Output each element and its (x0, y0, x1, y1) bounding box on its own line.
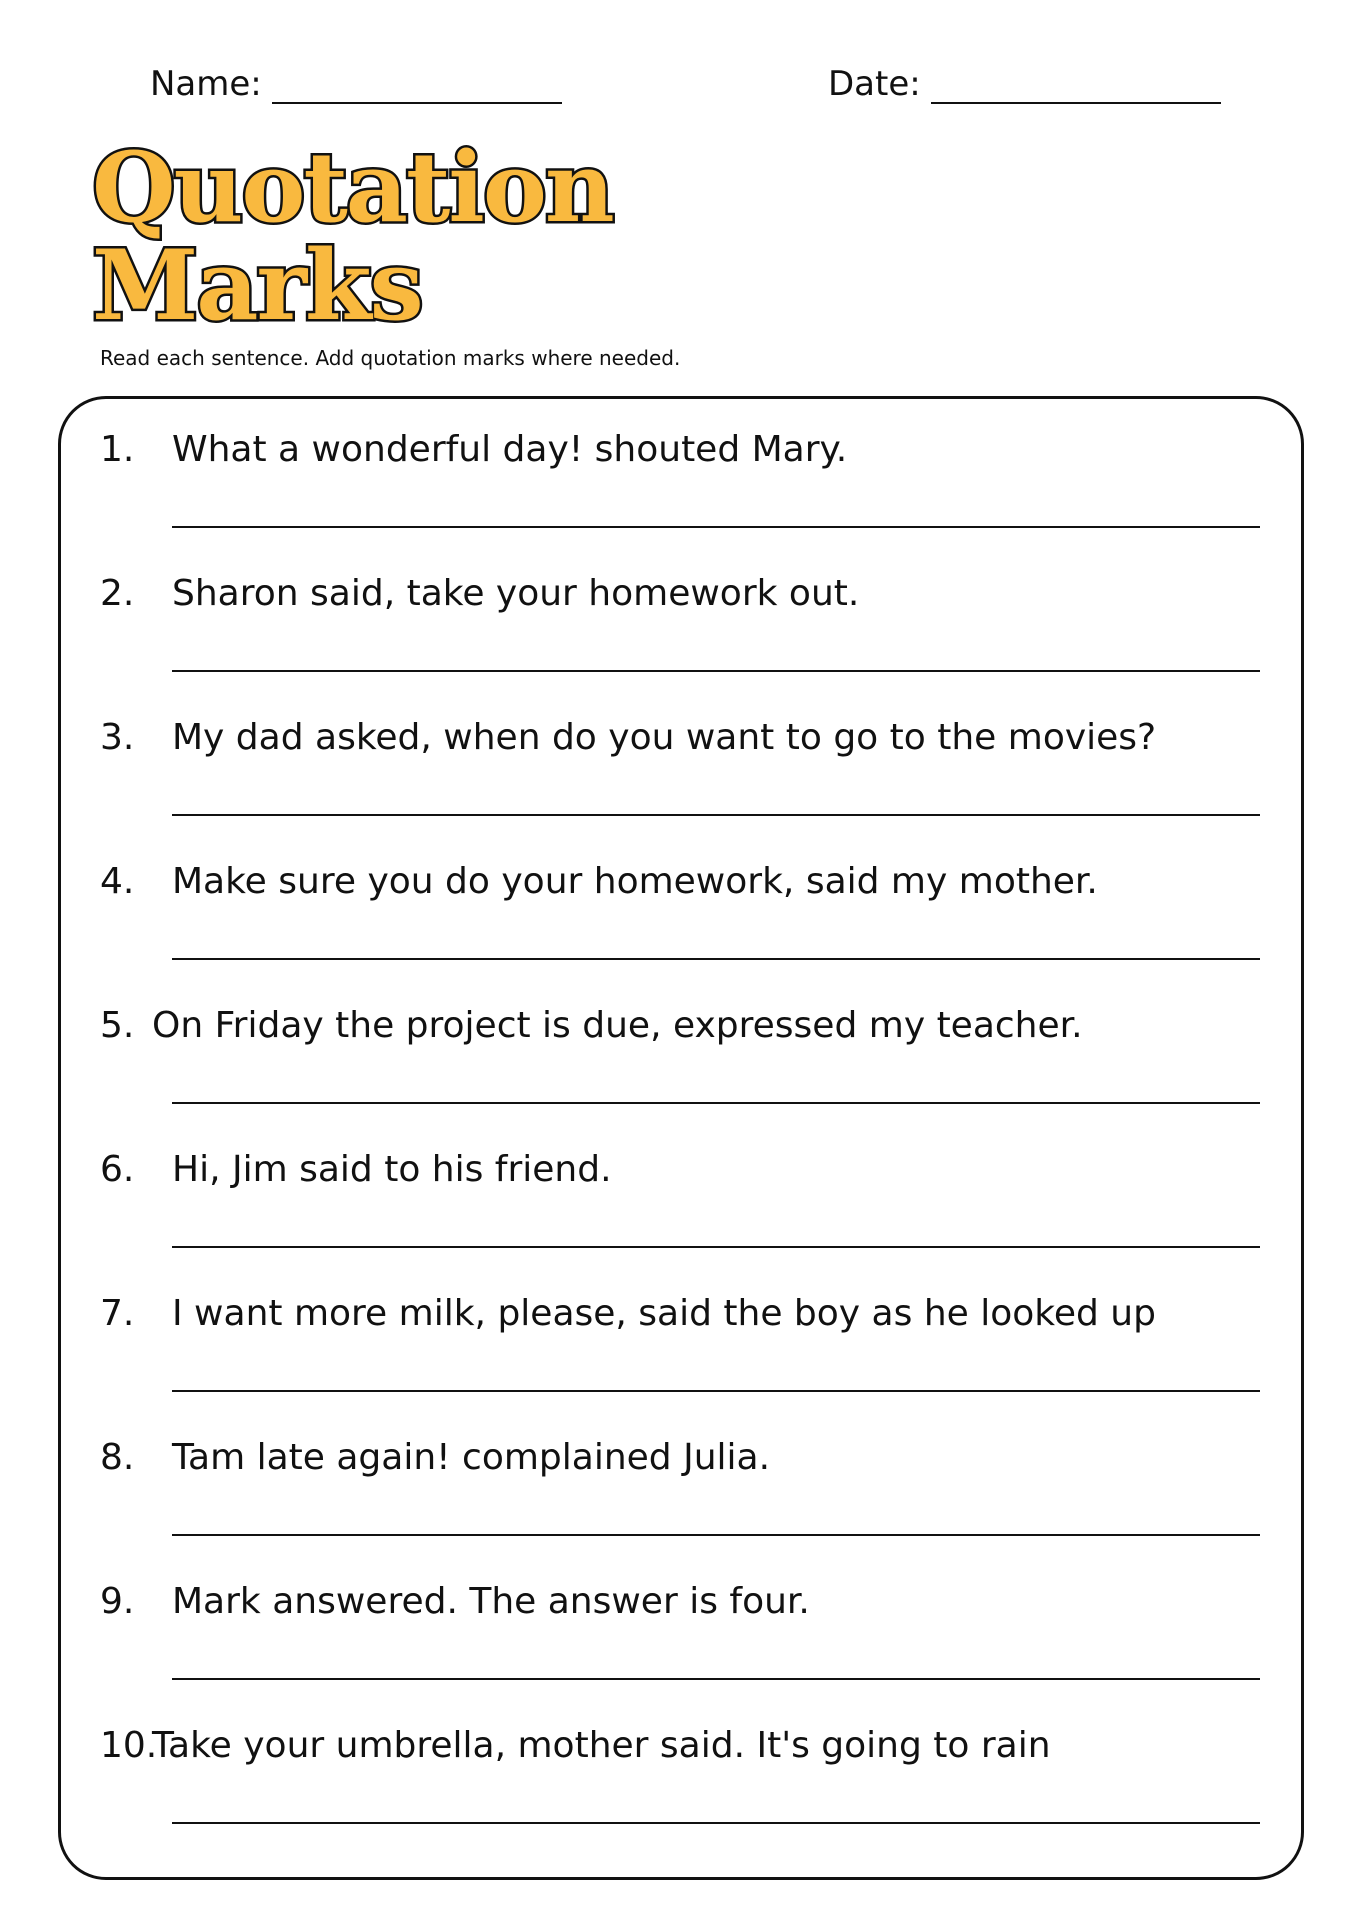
name-label: Name: (150, 64, 262, 104)
answer-line[interactable] (172, 958, 1260, 960)
page-title-line-1: Quotation (92, 131, 613, 244)
item-number: 10. (100, 1725, 158, 1766)
answer-line[interactable] (172, 1822, 1260, 1824)
exercise-item-4 (100, 860, 1260, 1004)
answer-line[interactable] (172, 814, 1260, 816)
item-sentence: Take your umbrella, mother said. It's going to rain (152, 1725, 1051, 1766)
exercise-item-6 (100, 1148, 1260, 1292)
date-field (828, 64, 1221, 104)
item-sentence: I want more milk, please, said the boy as he looked up (172, 1293, 1156, 1334)
exercise-item-8 (100, 1436, 1260, 1580)
answer-line[interactable] (172, 1102, 1260, 1104)
item-number: 9. (100, 1581, 135, 1622)
page-title-line-2: Marks (92, 229, 422, 342)
answer-line[interactable] (172, 1678, 1260, 1680)
item-sentence: Hi, Jim said to his friend. (172, 1149, 612, 1190)
answer-line[interactable] (172, 670, 1260, 672)
date-blank-line[interactable] (931, 68, 1221, 104)
exercise-item-2 (100, 572, 1260, 716)
answer-line[interactable] (172, 1390, 1260, 1392)
item-number: 6. (100, 1149, 135, 1190)
answer-line[interactable] (172, 1534, 1260, 1536)
answer-line[interactable] (172, 1246, 1260, 1248)
exercise-item-3 (100, 716, 1260, 860)
item-number: 8. (100, 1437, 135, 1478)
instructions: Read each sentence. Add quotation marks where needed. (100, 346, 681, 370)
item-sentence: Mark answered. The answer is four. (172, 1581, 810, 1622)
name-blank-line[interactable] (272, 68, 562, 104)
item-number: 4. (100, 861, 135, 902)
item-sentence: On Friday the project is due, expressed my teacher. (152, 1005, 1083, 1046)
item-number: 5. (100, 1005, 135, 1046)
item-sentence: Tam late again! complained Julia. (172, 1437, 771, 1478)
item-sentence: My dad asked, when do you want to go to the movies? (172, 717, 1157, 758)
item-number: 2. (100, 573, 135, 614)
exercise-item-1 (100, 428, 1260, 572)
item-sentence: Make sure you do your homework, said my mother. (172, 861, 1098, 902)
item-number: 3. (100, 717, 135, 758)
item-sentence: Sharon said, take your homework out. (172, 573, 860, 614)
name-field (150, 64, 562, 104)
exercise-item-9 (100, 1580, 1260, 1724)
date-label: Date: (828, 64, 921, 104)
exercise-item-5 (100, 1004, 1260, 1148)
answer-line[interactable] (172, 526, 1260, 528)
item-number: 1. (100, 429, 135, 470)
item-sentence: What a wonderful day! shouted Mary. (172, 429, 848, 470)
item-number: 7. (100, 1293, 135, 1334)
exercise-item-7 (100, 1292, 1260, 1436)
exercise-item-10 (100, 1724, 1260, 1868)
